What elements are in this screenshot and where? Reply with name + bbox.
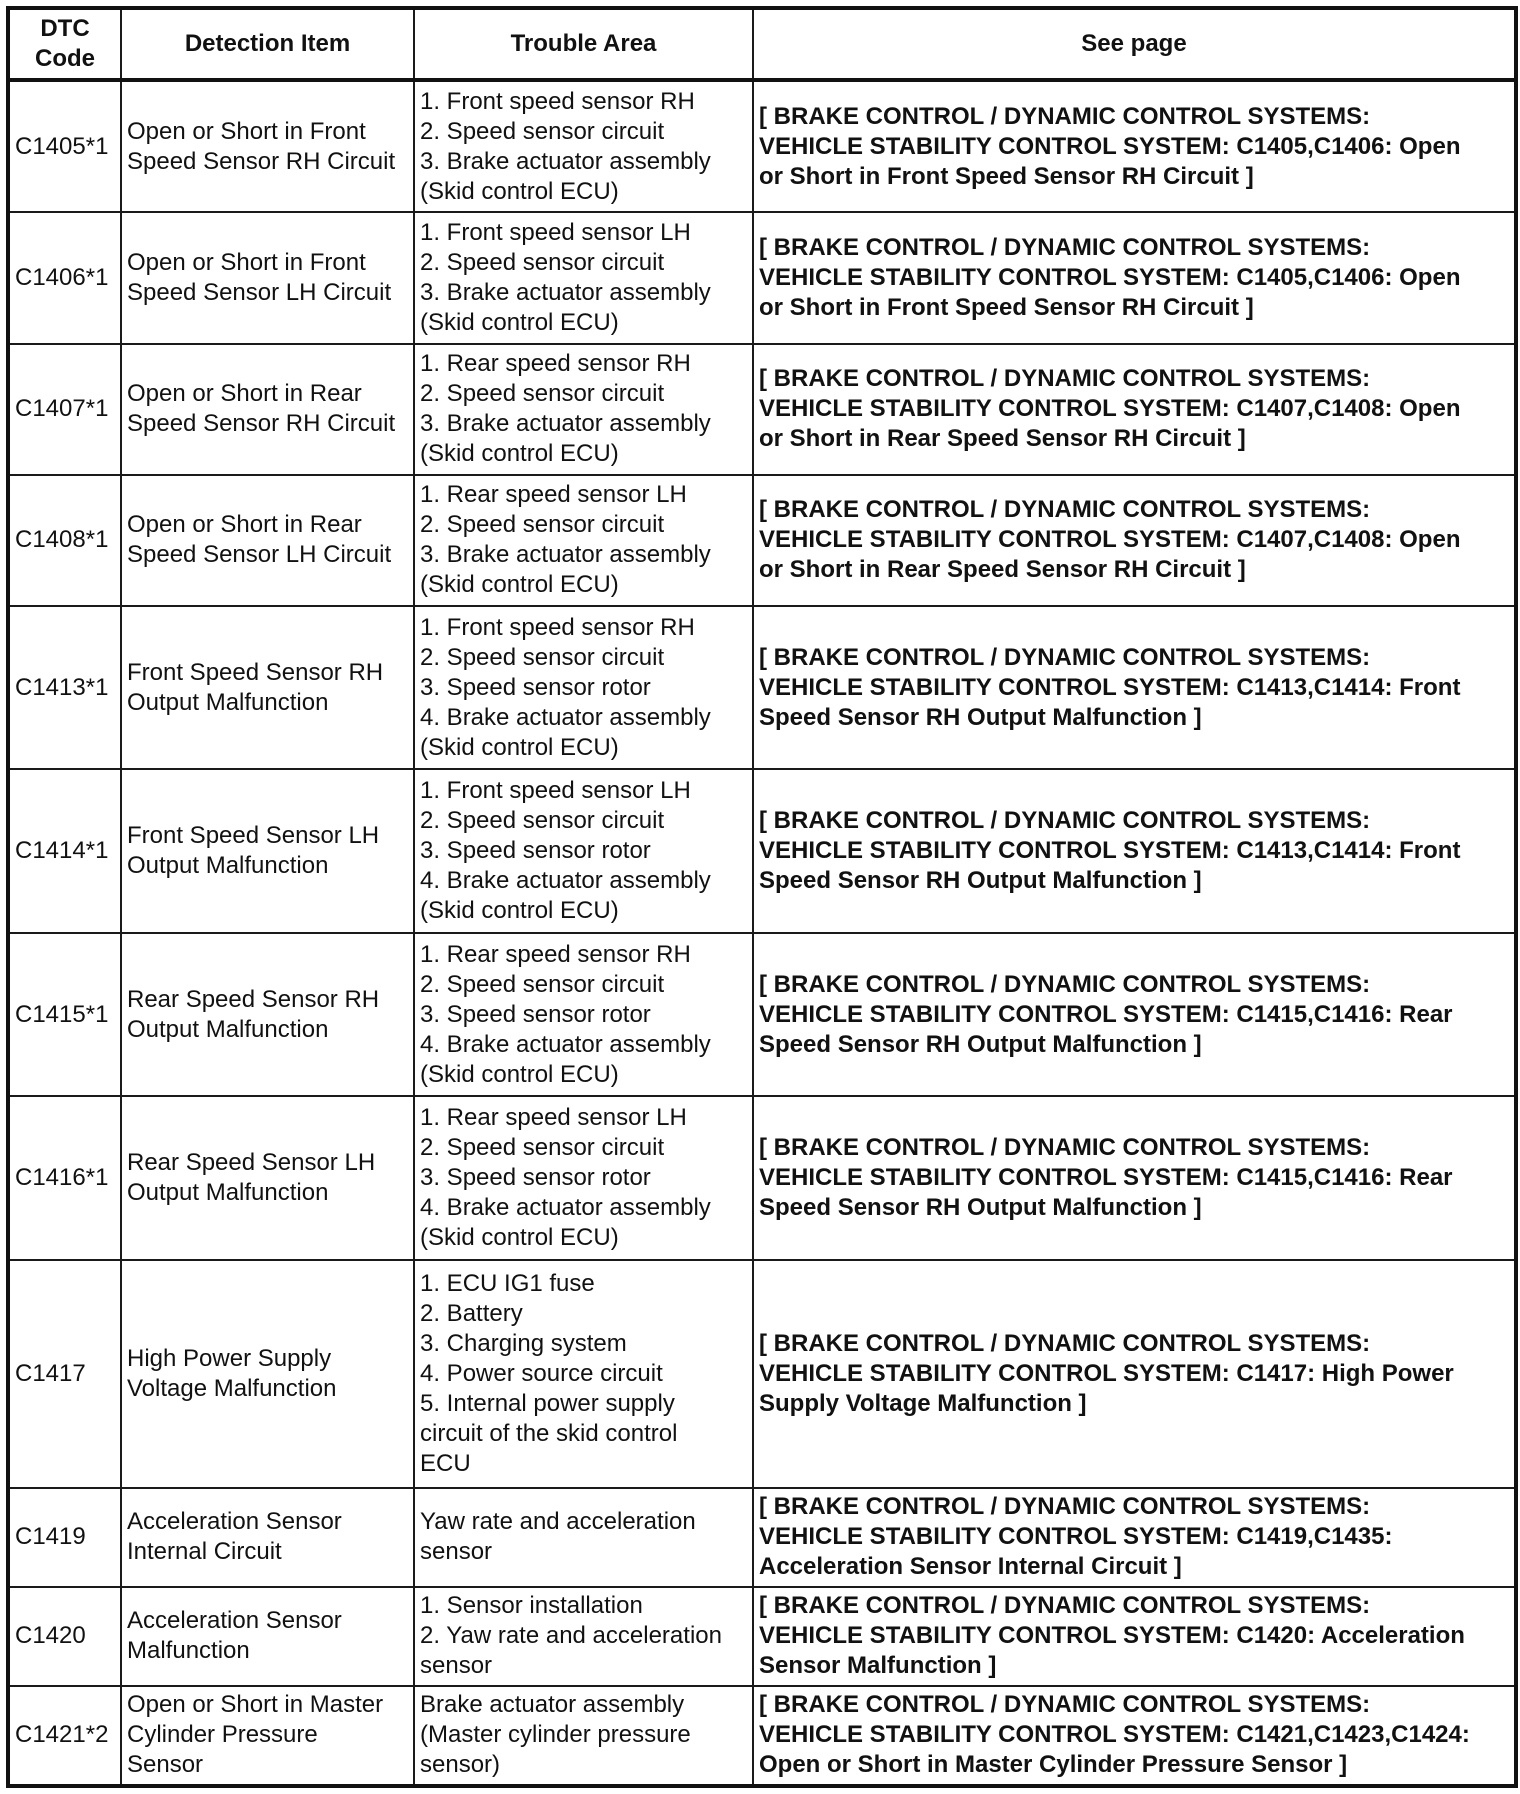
table-row — [8, 212, 1516, 343]
detection-item-cell-line: Speed Sensor LH Circuit — [127, 278, 392, 306]
detection-item-cell-line: Open or Short in Rear — [127, 380, 362, 408]
trouble-area-cell-line: 2. Speed sensor circuit — [420, 643, 665, 671]
trouble-area-cell-line: 3. Brake actuator assembly — [420, 147, 711, 175]
see-page-cell — [753, 212, 1516, 343]
dtc-code-cell: C1419 — [8, 1488, 121, 1587]
detection-item-cell — [121, 80, 414, 212]
see-page-cell — [753, 1587, 1516, 1686]
see-page-cell-line: [ BRAKE CONTROL / DYNAMIC CONTROL SYSTEMS: — [759, 1592, 1371, 1620]
trouble-area-cell-line: 1. Front speed sensor RH — [420, 87, 695, 115]
table-body — [8, 80, 1516, 1786]
detection-item-cell-line: Front Speed Sensor LH — [127, 822, 380, 850]
detection-item-cell — [121, 1686, 414, 1786]
dtc-code-cell: C1421*2 — [8, 1686, 121, 1786]
see-page-cell-line: VEHICLE STABILITY CONTROL SYSTEM: C1420: Acceleration — [759, 1622, 1465, 1650]
detection-item-cell — [121, 212, 414, 343]
trouble-area-cell-line: 5. Internal power supply — [420, 1389, 675, 1417]
trouble-area-cell-line: (Skid control ECU) — [420, 177, 619, 205]
see-page-cell — [753, 1096, 1516, 1260]
detection-item-cell-line: Speed Sensor RH Circuit — [127, 410, 396, 438]
dtc-code-cell: C1405*1 — [8, 80, 121, 212]
trouble-area-cell-line: 2. Battery — [420, 1299, 523, 1327]
dtc-code-cell: C1416*1 — [8, 1096, 121, 1260]
trouble-area-cell-line: 4. Brake actuator assembly — [420, 703, 711, 731]
see-page-cell-line: VEHICLE STABILITY CONTROL SYSTEM: C1407,C1408: Open — [759, 395, 1461, 423]
see-page-cell — [753, 1260, 1516, 1488]
trouble-area-cell — [414, 1587, 753, 1686]
dtc-code-cell: C1406*1 — [8, 212, 121, 343]
trouble-area-cell — [414, 1686, 753, 1786]
dtc-code-cell: C1408*1 — [8, 475, 121, 606]
see-page-cell-line: Speed Sensor RH Output Malfunction ] — [759, 1030, 1202, 1058]
detection-item-cell-line: Acceleration Sensor — [127, 1508, 342, 1536]
trouble-area-cell-line: (Skid control ECU) — [420, 897, 619, 925]
see-page-cell-line: VEHICLE STABILITY CONTROL SYSTEM: C1419,C1435: — [759, 1523, 1393, 1551]
trouble-area-cell-line: (Skid control ECU) — [420, 440, 619, 468]
trouble-area-cell-line: 4. Brake actuator assembly — [420, 1194, 711, 1222]
trouble-area-cell-line: 2. Speed sensor circuit — [420, 511, 665, 539]
trouble-area-cell-line: 3. Charging system — [420, 1329, 627, 1357]
trouble-area-cell-line: 3. Speed sensor rotor — [420, 837, 651, 865]
see-page-cell-line: VEHICLE STABILITY CONTROL SYSTEM: C1405,C1406: Open — [759, 263, 1461, 291]
table-row — [8, 475, 1516, 606]
detection-item-cell-line: Internal Circuit — [127, 1538, 282, 1566]
detection-item-cell — [121, 606, 414, 770]
table-row — [8, 933, 1516, 1097]
dtc-code-cell: C1415*1 — [8, 933, 121, 1097]
table-row — [8, 606, 1516, 770]
detection-item-cell-line: Output Malfunction — [127, 1179, 329, 1207]
trouble-area-cell-line: 1. Front speed sensor RH — [420, 613, 695, 641]
see-page-cell-line: [ BRAKE CONTROL / DYNAMIC CONTROL SYSTEMS: — [759, 970, 1371, 998]
see-page-cell-line: or Short in Rear Speed Sensor RH Circuit ] — [759, 425, 1246, 453]
trouble-area-cell-line: 2. Speed sensor circuit — [420, 807, 665, 835]
dtc-code-cell: C1407*1 — [8, 344, 121, 475]
trouble-area-cell-line: 1. Rear speed sensor LH — [420, 1104, 687, 1132]
detection-item-cell-line: Open or Short in Rear — [127, 511, 362, 539]
trouble-area-cell-line: 1. ECU IG1 fuse — [420, 1269, 595, 1297]
trouble-area-cell — [414, 1260, 753, 1488]
header-detection-item: Detection Item — [121, 8, 414, 80]
dtc-code-cell: C1420 — [8, 1587, 121, 1686]
detection-item-cell-line: Rear Speed Sensor LH — [127, 1149, 376, 1177]
trouble-area-cell — [414, 1096, 753, 1260]
see-page-cell-line: [ BRAKE CONTROL / DYNAMIC CONTROL SYSTEMS: — [759, 1329, 1371, 1357]
see-page-cell-line: [ BRAKE CONTROL / DYNAMIC CONTROL SYSTEMS: — [759, 643, 1371, 671]
see-page-cell-line: Speed Sensor RH Output Malfunction ] — [759, 703, 1202, 731]
see-page-cell-line: Acceleration Sensor Internal Circuit ] — [759, 1553, 1182, 1581]
trouble-area-cell-line: 3. Brake actuator assembly — [420, 278, 711, 306]
see-page-cell-line: or Short in Front Speed Sensor RH Circuit ] — [759, 293, 1254, 321]
see-page-cell-line: [ BRAKE CONTROL / DYNAMIC CONTROL SYSTEMS: — [759, 496, 1371, 524]
table-row — [8, 1488, 1516, 1587]
trouble-area-cell-line: 1. Front speed sensor LH — [420, 218, 691, 246]
trouble-area-cell-line: sensor) — [420, 1751, 501, 1779]
see-page-cell-line: Speed Sensor RH Output Malfunction ] — [759, 867, 1202, 895]
detection-item-cell-line: Rear Speed Sensor RH — [127, 985, 380, 1013]
table-row — [8, 80, 1516, 212]
detection-item-cell — [121, 1260, 414, 1488]
see-page-cell — [753, 344, 1516, 475]
detection-item-cell-line: Acceleration Sensor — [127, 1607, 342, 1635]
see-page-cell-line: [ BRAKE CONTROL / DYNAMIC CONTROL SYSTEMS: — [759, 102, 1371, 130]
trouble-area-cell — [414, 606, 753, 770]
trouble-area-cell-line: 1. Sensor installation — [420, 1592, 643, 1620]
dtc-table — [6, 6, 1518, 1788]
trouble-area-cell — [414, 212, 753, 343]
detection-item-cell-line: Speed Sensor RH Circuit — [127, 147, 396, 175]
trouble-area-cell-line: 1. Rear speed sensor RH — [420, 940, 691, 968]
trouble-area-cell-line: 1. Front speed sensor LH — [420, 777, 691, 805]
dtc-code-cell: C1413*1 — [8, 606, 121, 770]
trouble-area-cell-line: (Skid control ECU) — [420, 1224, 619, 1252]
see-page-cell-line: or Short in Front Speed Sensor RH Circuit ] — [759, 162, 1254, 190]
trouble-area-cell-line: sensor — [420, 1652, 493, 1680]
detection-item-cell-line: Malfunction — [127, 1637, 250, 1665]
see-page-cell-line: Supply Voltage Malfunction ] — [759, 1389, 1087, 1417]
see-page-cell — [753, 606, 1516, 770]
trouble-area-cell — [414, 475, 753, 606]
detection-item-cell-line: Output Malfunction — [127, 852, 329, 880]
see-page-cell-line: Open or Short in Master Cylinder Pressure Sensor ] — [759, 1751, 1348, 1779]
trouble-area-cell-line: Brake actuator assembly — [420, 1691, 685, 1719]
trouble-area-cell-line: 2. Yaw rate and acceleration — [420, 1622, 722, 1650]
trouble-area-cell-line: (Master cylinder pressure — [420, 1721, 691, 1749]
detection-item-cell-line: Voltage Malfunction — [127, 1374, 337, 1402]
trouble-area-cell-line: 3. Speed sensor rotor — [420, 1164, 651, 1192]
trouble-area-cell-line: 3. Brake actuator assembly — [420, 410, 711, 438]
trouble-area-cell-line: 2. Speed sensor circuit — [420, 380, 665, 408]
see-page-cell — [753, 1686, 1516, 1786]
trouble-area-cell-line: 3. Speed sensor rotor — [420, 673, 651, 701]
see-page-cell-line: VEHICLE STABILITY CONTROL SYSTEM: C1405,C1406: Open — [759, 132, 1461, 160]
detection-item-cell-line: Front Speed Sensor RH — [127, 658, 384, 686]
see-page-cell-line: Speed Sensor RH Output Malfunction ] — [759, 1194, 1202, 1222]
table-row — [8, 1260, 1516, 1488]
trouble-area-cell-line: 2. Speed sensor circuit — [420, 117, 665, 145]
see-page-cell-line: VEHICLE STABILITY CONTROL SYSTEM: C1417: High Power — [759, 1359, 1454, 1387]
see-page-cell-line: Sensor Malfunction ] — [759, 1652, 997, 1680]
detection-item-cell-line: Sensor — [127, 1751, 204, 1779]
see-page-cell — [753, 80, 1516, 212]
detection-item-cell-line: High Power Supply — [127, 1344, 332, 1372]
trouble-area-cell — [414, 769, 753, 933]
detection-item-cell-line: Open or Short in Front — [127, 117, 366, 145]
see-page-cell-line: [ BRAKE CONTROL / DYNAMIC CONTROL SYSTEMS: — [759, 1691, 1371, 1719]
detection-item-cell-line: Output Malfunction — [127, 1015, 329, 1043]
trouble-area-cell — [414, 1488, 753, 1587]
trouble-area-cell-line: 2. Speed sensor circuit — [420, 970, 665, 998]
trouble-area-cell-line: 3. Brake actuator assembly — [420, 541, 711, 569]
trouble-area-cell — [414, 933, 753, 1097]
see-page-cell-line: VEHICLE STABILITY CONTROL SYSTEM: C1421,C1423,C1424: — [759, 1721, 1470, 1749]
trouble-area-cell-line: (Skid control ECU) — [420, 571, 619, 599]
see-page-cell-line: VEHICLE STABILITY CONTROL SYSTEM: C1415,C1416: Rear — [759, 1164, 1453, 1192]
trouble-area-cell-line: circuit of the skid control — [420, 1419, 678, 1447]
see-page-cell-line: or Short in Rear Speed Sensor RH Circuit ] — [759, 556, 1246, 584]
trouble-area-cell-line: ECU — [420, 1449, 471, 1477]
detection-item-cell-line: Open or Short in Front — [127, 248, 366, 276]
table-row — [8, 1587, 1516, 1686]
detection-item-cell-line: Cylinder Pressure — [127, 1721, 318, 1749]
trouble-area-cell-line: 3. Speed sensor rotor — [420, 1000, 651, 1028]
see-page-cell — [753, 769, 1516, 933]
detection-item-cell — [121, 1587, 414, 1686]
header-trouble-area: Trouble Area — [414, 8, 753, 80]
trouble-area-cell-line: (Skid control ECU) — [420, 733, 619, 761]
trouble-area-cell — [414, 80, 753, 212]
detection-item-cell — [121, 769, 414, 933]
detection-item-cell — [121, 1096, 414, 1260]
header-see-page: See page — [753, 8, 1516, 80]
see-page-cell — [753, 475, 1516, 606]
see-page-cell-line: [ BRAKE CONTROL / DYNAMIC CONTROL SYSTEMS: — [759, 233, 1371, 261]
see-page-cell-line: [ BRAKE CONTROL / DYNAMIC CONTROL SYSTEMS: — [759, 365, 1371, 393]
trouble-area-cell-line: 2. Speed sensor circuit — [420, 1134, 665, 1162]
detection-item-cell-line: Open or Short in Master — [127, 1691, 384, 1719]
detection-item-cell — [121, 475, 414, 606]
detection-item-cell — [121, 933, 414, 1097]
see-page-cell — [753, 1488, 1516, 1587]
see-page-cell-line: VEHICLE STABILITY CONTROL SYSTEM: C1407,C1408: Open — [759, 526, 1461, 554]
see-page-cell-line: VEHICLE STABILITY CONTROL SYSTEM: C1415,C1416: Rear — [759, 1000, 1453, 1028]
trouble-area-cell-line: 1. Rear speed sensor RH — [420, 350, 691, 378]
detection-item-cell-line: Output Malfunction — [127, 688, 329, 716]
trouble-area-cell-line: (Skid control ECU) — [420, 308, 619, 336]
trouble-area-cell-line: Yaw rate and acceleration — [420, 1508, 696, 1536]
see-page-cell-line: [ BRAKE CONTROL / DYNAMIC CONTROL SYSTEMS: — [759, 1134, 1371, 1162]
table-row — [8, 1686, 1516, 1786]
see-page-cell-line: [ BRAKE CONTROL / DYNAMIC CONTROL SYSTEMS: — [759, 807, 1371, 835]
table-row — [8, 1096, 1516, 1260]
see-page-cell-line: VEHICLE STABILITY CONTROL SYSTEM: C1413,C1414: Front — [759, 673, 1461, 701]
detection-item-cell — [121, 1488, 414, 1587]
see-page-cell — [753, 933, 1516, 1097]
dtc-code-cell: C1417 — [8, 1260, 121, 1488]
header-row — [8, 8, 1516, 80]
trouble-area-cell-line: (Skid control ECU) — [420, 1060, 619, 1088]
see-page-cell-line: VEHICLE STABILITY CONTROL SYSTEM: C1413,C1414: Front — [759, 837, 1461, 865]
trouble-area-cell — [414, 344, 753, 475]
trouble-area-cell-line: 2. Speed sensor circuit — [420, 248, 665, 276]
see-page-cell-line: [ BRAKE CONTROL / DYNAMIC CONTROL SYSTEMS: — [759, 1493, 1371, 1521]
trouble-area-cell-line: 4. Power source circuit — [420, 1359, 663, 1387]
detection-item-cell — [121, 344, 414, 475]
dtc-code-cell: C1414*1 — [8, 769, 121, 933]
trouble-area-cell-line: 4. Brake actuator assembly — [420, 1030, 711, 1058]
detection-item-cell-line: Speed Sensor LH Circuit — [127, 541, 392, 569]
table-row — [8, 344, 1516, 475]
trouble-area-cell-line: 4. Brake actuator assembly — [420, 867, 711, 895]
header-dtc-code: DTC Code — [8, 8, 121, 80]
trouble-area-cell-line: 1. Rear speed sensor LH — [420, 481, 687, 509]
trouble-area-cell-line: sensor — [420, 1538, 493, 1566]
table-row — [8, 769, 1516, 933]
